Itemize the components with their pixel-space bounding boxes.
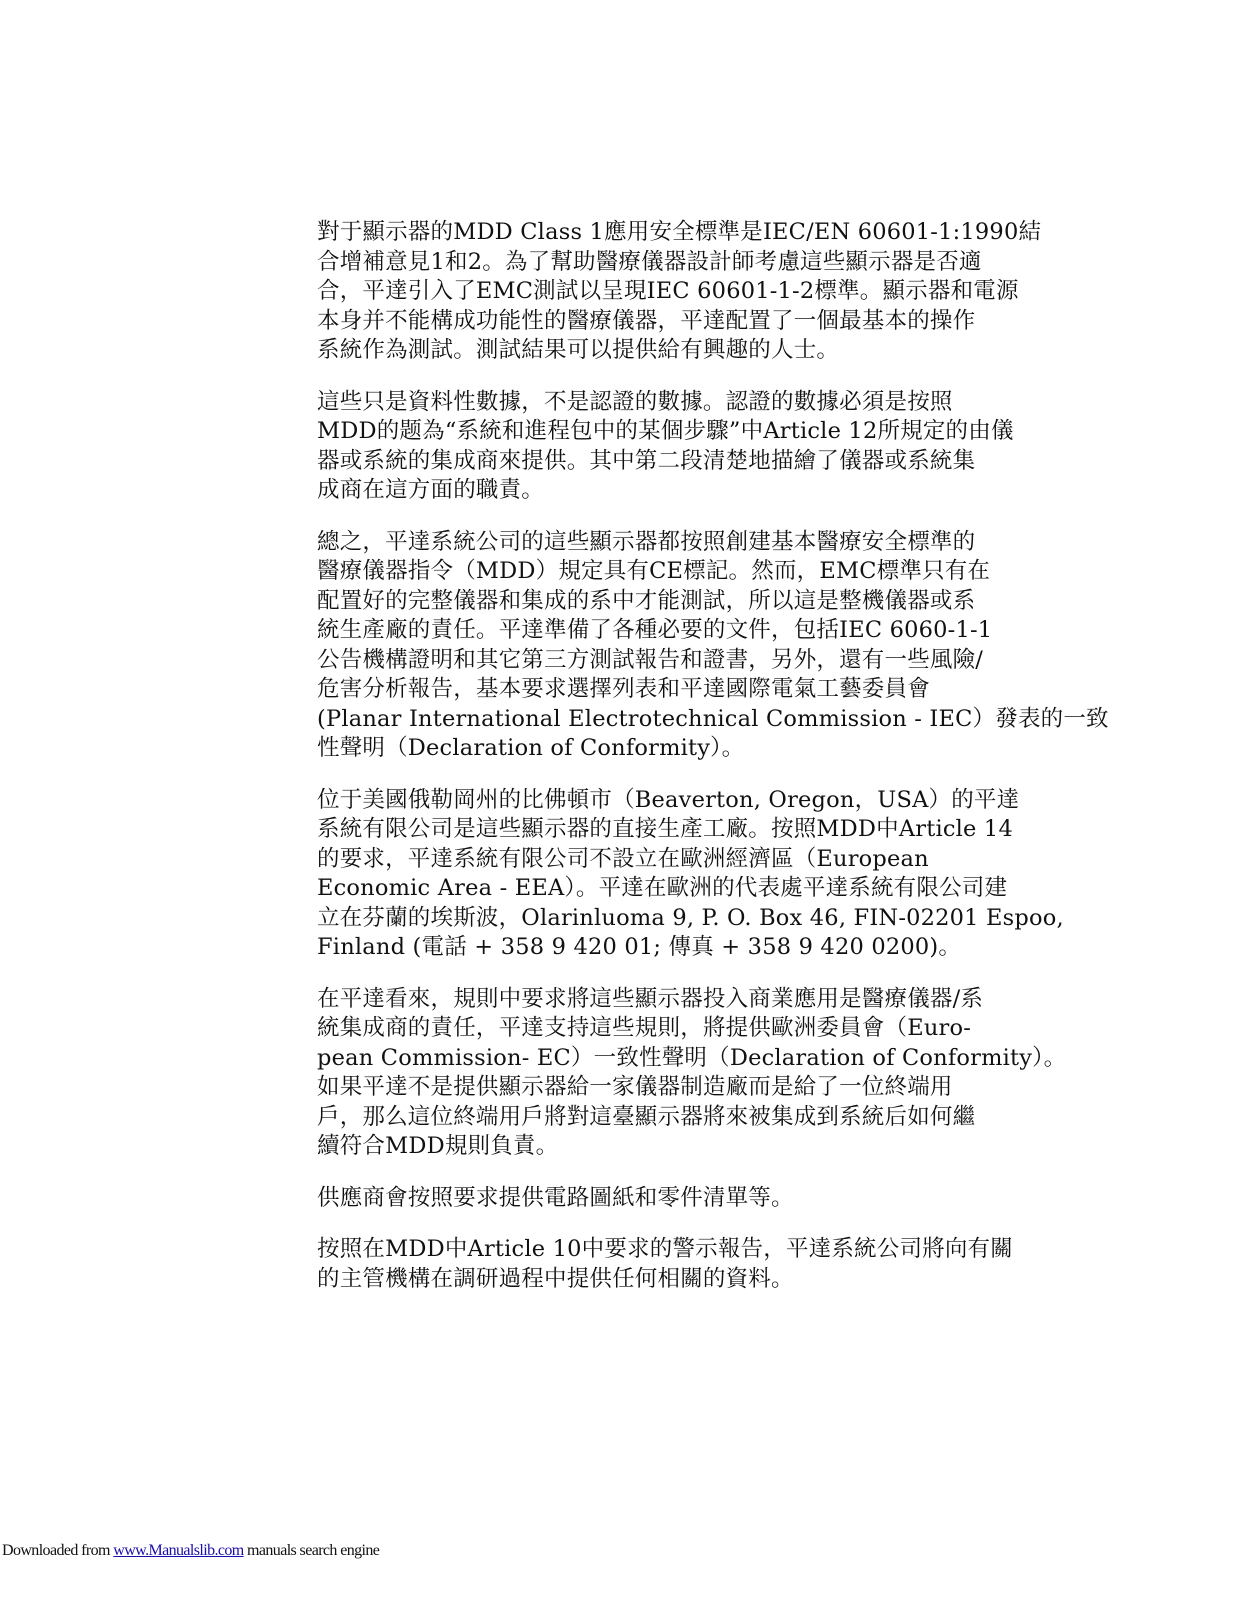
text-line: Finland (電話 + 358 9 420 01; 傳真 + 358 9 420 0200)。 — [317, 934, 962, 960]
text-line: 按照在MDD中Article 10中要求的警示報告，平達系統公司將向有關 — [317, 1236, 1013, 1262]
text-line: 合增補意見1和2。為了幫助醫療儀器設計師考慮這些顯示器是否適 — [317, 248, 982, 275]
paragraph-4 — [317, 786, 1064, 963]
footer-suffix: manuals search engine — [243, 1542, 380, 1559]
paragraph-7 — [317, 1235, 1039, 1294]
text-line: 器或系統的集成商來提供。其中第二段清楚地描繪了儀器或系統集 — [317, 447, 976, 474]
text-line: MDD的题為“系統和進程包中的某個步驟”中Article 12所規定的由儀 — [317, 418, 1014, 444]
text-line: 如果平達不是提供顯示器給一家儀器制造廠而是給了一位終端用 — [317, 1074, 953, 1100]
text-line: 總之，平達系統公司的這些顯示器都按照創建基本醫療安全標準的 — [317, 528, 976, 555]
text-line: 系統作為測試。測試結果可以提供給有興趣的人士。 — [317, 337, 840, 363]
text-line: 公告機構證明和其它第三方測試報告和證書，另外，還有一些風險/ — [317, 646, 984, 673]
paragraph-3 — [317, 528, 1109, 764]
text-line: 醫療儀器指令（MDD）規定具有CE標記。然而，EMC標準只有在 — [317, 558, 991, 584]
text-line: 戶，那么這位終端用戶將對這臺顯示器將來被集成到系統后如何繼 — [317, 1103, 976, 1130]
text-line: Economic Area - EEA）。平達在歐洲的代表處平達系統有限公司建 — [317, 875, 1008, 901]
text-line: 在平達看來，規則中要求將這些顯示器投入商業應用是醫療儀器/系 — [317, 985, 984, 1012]
text-line: 配置好的完整儀器和集成的系中才能測試，所以這是整機儀器或系 — [317, 587, 976, 614]
paragraph-6 — [317, 1184, 1039, 1214]
text-line: 性聲明（Declaration of Conformity）。 — [317, 735, 745, 761]
text-line: 的要求，平達系統有限公司不設立在歐洲經濟區（European — [317, 845, 929, 872]
paragraph-2 — [317, 388, 1039, 506]
text-line: 統集成商的責任，平達支持這些規則，將提供歐洲委員會（Euro- — [317, 1015, 972, 1041]
text-line: 成商在這方面的職責。 — [317, 477, 545, 503]
text-line: 的主管機構在調研過程中提供任何相關的資料。 — [317, 1265, 794, 1292]
text-line: 系統有限公司是這些顯示器的直接生產工廠。按照MDD中Article 14 — [317, 816, 1013, 842]
text-line: 這些只是資料性數據，不是認證的數據。認證的數據必須是按照 — [317, 388, 953, 415]
text-line: pean Commission- EC）一致性聲明（Declaration of Conformity）。 — [317, 1044, 1067, 1071]
paragraph-5 — [317, 985, 1067, 1162]
download-footer — [2, 1542, 379, 1560]
text-line: 本身并不能構成功能性的醫療儀器，平達配置了一個最基本的操作 — [317, 307, 976, 334]
text-line: (Planar International Electrotechnical Commission - IEC）發表的一致 — [317, 705, 1109, 732]
paragraph-1 — [317, 218, 1042, 366]
text-line: 危害分析報告，基本要求選擇列表和平達國際電氣工藝委員會 — [317, 676, 930, 702]
text-line: 合，平達引入了EMC測試以呈現IEC 60601-1-2標準。顯示器和電源 — [317, 278, 1019, 304]
manualslib-link[interactable]: www.Manualslib.com — [113, 1542, 244, 1559]
text-line: 對于顯示器的MDD Class 1應用安全標準是IEC/EN 60601-1:1990結 — [317, 219, 1042, 245]
document-body — [317, 218, 1109, 1316]
text-line: 供應商會按照要求提供電路圖紙和零件清單等。 — [317, 1184, 794, 1211]
text-line: 續符合MDD規則負責。 — [317, 1133, 559, 1159]
text-line: 立在芬蘭的埃斯波，Olarinluoma 9, P. O. Box 46, FIN-02201 Espoo, — [317, 904, 1064, 931]
footer-prefix: Downloaded from — [2, 1542, 114, 1559]
text-line: 位于美國俄勒岡州的比佛頓市（Beaverton, Oregon，USA）的平達 — [317, 786, 1020, 813]
text-line: 統生產廠的責任。平達準備了各種必要的文件，包括IEC 6060-1-1 — [317, 617, 993, 643]
